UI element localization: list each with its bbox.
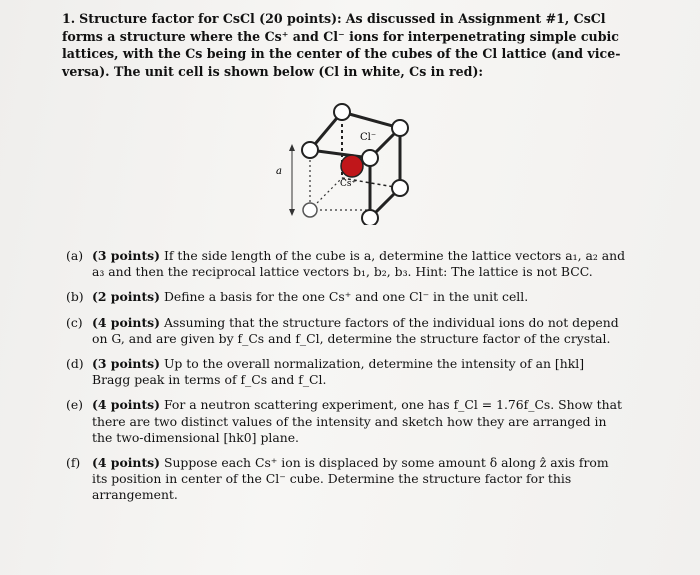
cs-atom: [341, 155, 363, 177]
problem-intro: [62, 10, 622, 80]
part-e: [66, 397, 626, 446]
cl-atom: [362, 150, 378, 166]
part-text: Suppose each Cs⁺ ion is displaced by some amount δ along ẑ axis from its position in center of the Cl⁻ cube. Determine the structure factor for this arrangement.: [92, 455, 609, 503]
part-label: (c): [66, 314, 83, 330]
part-label: (f): [66, 455, 81, 471]
part-points: (3 points): [92, 248, 161, 263]
part-label: (b): [66, 289, 84, 305]
edge-label: a: [276, 166, 282, 177]
part-text: If the side length of the cube is a, determine the lattice vectors a₁, a₂ and a₃ and then the reciprocal lattice vectors b₁, b₂, b₃. Hint: The lattice is not BCC.: [92, 248, 626, 280]
part-label: (d): [66, 356, 84, 372]
cl-atom: [303, 203, 317, 217]
part-text: Up to the overall normalization, determine the intensity of an [hkl] Bragg peak in terms of f_Cs and f_Cl.: [92, 356, 585, 388]
cl-atom: [334, 104, 350, 120]
part-c: [66, 315, 626, 347]
part-points: (3 points): [92, 356, 161, 372]
cl-atom: [392, 180, 408, 196]
part-points: (2 points): [92, 289, 161, 305]
part-points: (4 points): [92, 397, 161, 413]
part-text: Assuming that the structure factors of the individual ions do not depend on G, and are given by f_Cs and f_Cl, determine the structure factor of the crystal.: [92, 314, 619, 346]
part-text: Define a basis for the one Cs⁺ and one Cl⁻ in the unit cell.: [163, 289, 529, 305]
part-f: [66, 455, 626, 504]
part-text: For a neutron scattering experiment, one has f_Cl = 1.76f_Cs. Show that there are two distinct values of the intensity and sketch how they are arranged in the two-dimensional [hk0] plane.: [92, 397, 622, 445]
part-label: (e): [66, 397, 84, 413]
part-points: (4 points): [92, 455, 161, 471]
cl-atom: [302, 142, 318, 158]
cl-atom: [392, 120, 408, 136]
part-a: [66, 248, 626, 280]
arrow-head-down: [289, 209, 295, 216]
problem-heading: Structure factor for CsCl (20 points):: [79, 11, 342, 26]
cl-atom: [362, 210, 378, 225]
arrow-head-up: [289, 144, 295, 151]
problem-parts: [66, 248, 626, 513]
part-label: (a): [66, 248, 84, 263]
cs-label: Cs⁺: [340, 179, 357, 189]
part-b: [66, 289, 626, 305]
problem-body: As discussed in Assignment #1, CsCl forms a structure where the Cs⁺ and Cl⁻ ions for interpenetrating simple cubic lattices, with the Cs being in the center of the cubes of the Cl lattice (and vice-versa). The unit cell is shown below (Cl in white, Cs in red):: [62, 11, 621, 79]
cube-edge: [310, 150, 370, 158]
cscl-unit-cell-figure: [270, 100, 420, 225]
part-d: [66, 356, 626, 388]
problem-number: 1.: [62, 11, 76, 26]
cl-label: Cl⁻: [360, 132, 377, 143]
unit-cell-diagram: [270, 100, 420, 225]
cube-edge: [342, 112, 400, 128]
part-points: (4 points): [92, 314, 161, 330]
